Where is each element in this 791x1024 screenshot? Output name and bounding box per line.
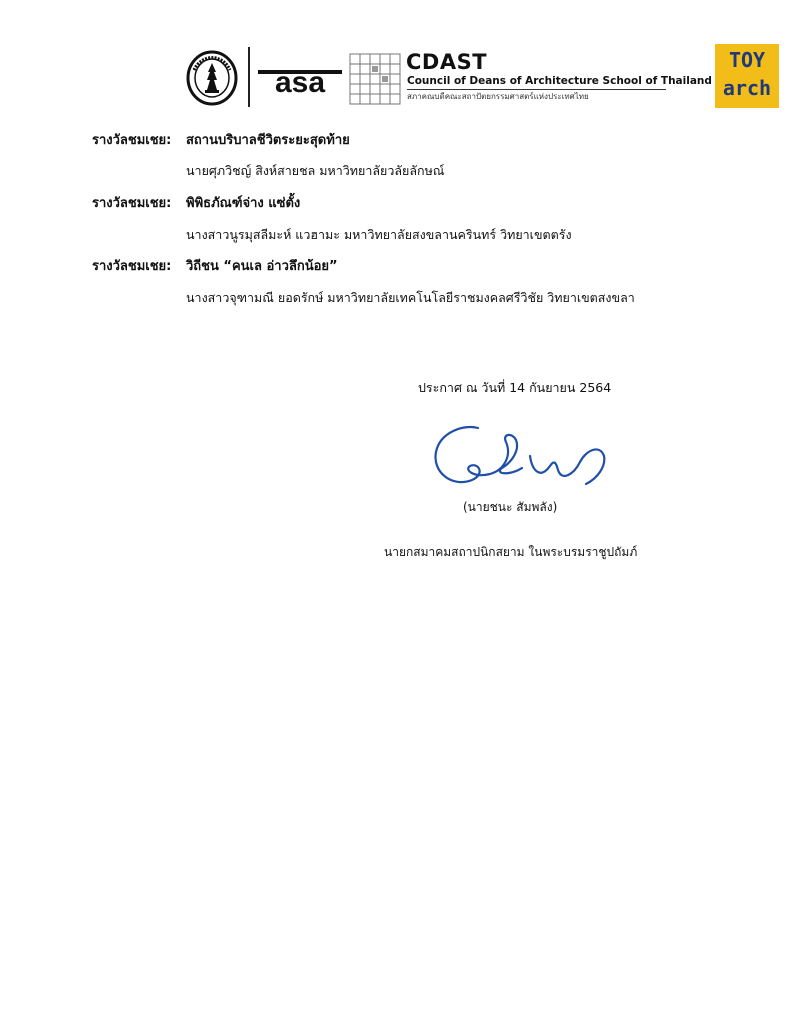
- award-title: วิถีชน “คนเล อ่าวลึกน้อย”: [186, 259, 338, 274]
- signatory-position: นายกสมาคมสถาปนิกสยาม ในพระบรมราชูปถัมภ์: [384, 545, 638, 559]
- cdast-subtitle: Council of Deans of Architecture School of Thailand: [407, 75, 712, 87]
- award-recipient: นางสาวจุฑามณี ยอดรักษ์ มหาวิทยาลัยเทคโนโลยีราชมงคลศรีวิชัย วิทยาเขตสงขลา: [186, 290, 635, 305]
- award-recipient: นางสาวนูรมุสลีมะห์ แวฮามะ มหาวิทยาลัยสงขลานครินทร์ วิทยาเขตตรัง: [186, 227, 572, 242]
- signatory-name: (นายชนะ สัมพลัง): [463, 500, 558, 514]
- asa-logo: [258, 54, 342, 98]
- cdast-thai-name: สภาคณบดีคณะสถาปัตยกรรมศาสตร์แห่งประเทศไทย: [407, 92, 589, 101]
- award-label: รางวัลชมเชย:: [92, 196, 172, 211]
- award-label: รางวัลชมเชย:: [92, 133, 172, 148]
- cdast-title: CDAST: [406, 50, 488, 74]
- toy-logo-line2: arch: [722, 76, 772, 100]
- signature-image: [430, 422, 610, 494]
- asa-seal-logo: [186, 50, 238, 106]
- award-recipient: นายศุภวิชญ์ สิงห์สายชล มหาวิทยาลัยวลัยลักษณ์: [186, 163, 445, 178]
- award-title: สถานบริบาลชีวิตระยะสุดท้าย: [186, 133, 350, 148]
- award-title: พิพิธภัณฑ์จ่าง แซ่ตั้ง: [186, 196, 301, 211]
- cdast-grid-logo: [349, 53, 401, 105]
- cdast-rule: [407, 89, 666, 90]
- logo-divider: [248, 47, 250, 107]
- toy-arch-logo: [715, 44, 779, 108]
- asa-logo-text: asa: [274, 66, 326, 98]
- toy-logo-line1: TOY: [728, 48, 766, 72]
- award-label: รางวัลชมเชย:: [92, 259, 172, 274]
- announcement-date: ประกาศ ณ วันที่ 14 กันยายน 2564: [418, 380, 612, 395]
